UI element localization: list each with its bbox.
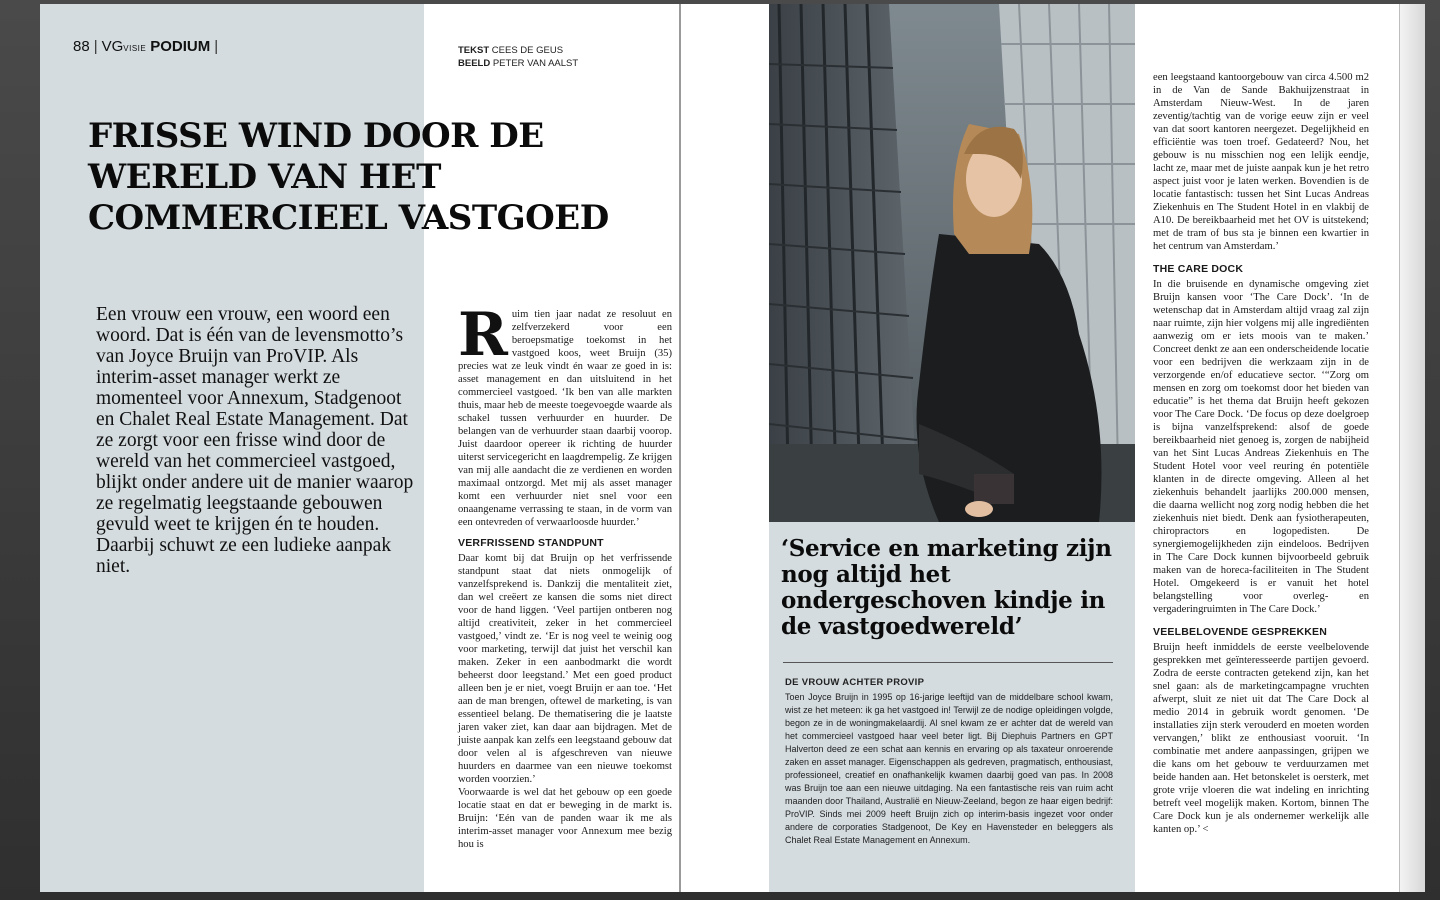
credit-image-author: PETER VAN AALST xyxy=(492,58,579,69)
credit-text-author: CEES DE GEUS xyxy=(491,45,564,56)
left-page xyxy=(40,4,680,892)
credit-text-label: TEKST xyxy=(458,45,490,56)
paragraph-2: Daar komt bij dat Bruijn op het verfrissende standpunt staat dat niets onmogelijk of vanzelfsprekend is. Dankzij die mentaliteit ziet, dan wel creëert ze kansen die soms niet direct voor de hand liggen. ‘Veel partijen ontberen nog altijd creativiteit, zeker in het commercieel vastgoed,’ vindt ze. ‘Er is nog veel te weinig oog voor marketing, terwijl dat juist het verschil kan maken. Zeker in een aanbodmarkt die wordt beheerst door leegstand.’ Met een goed product alleen ben je er niet, voegt Bruijn er aan toe. ‘Het aan de man brengen, oftewel de marketing, is van essentieel belang. De thematisering die je laatste jaren vaker ziet, kan daar aan bijdragen. Met de juiste aanpak kan zelfs een leegstaand gebouw dat door velen al is afgeschreven van nieuwe huurders en daarmee van een nieuwe toekomst worden voorzien.’ xyxy=(458,553,672,785)
body-column-1 xyxy=(458,300,672,851)
paragraph-4: een leegstaand kantoorgebouw van circa 4.500 m2 in de Van de Sande Bakhuijzenstraat in Amsterdam Nieuw-West. In de jaren zeventig/tachtig van de vorige eeuw zijn er veel van dat soort kantoren neergezet. Degelijkheid en efficiëntie was toen troef. Gedateerd? Nou, het gebouw is nu misschien nog een lelijk eendje, lacht ze, maar met de juiste aanpak kun je het retro aspect juist voor je laten werken. Bovendien is de locatie fantastisch: tussen het Sint Lucas Andreas Ziekenhuis en The Student Hotel in en vlakbij de A10. De bereikbaarheid met het OV is uitstekend; met de tram of bus sta je binnen een kwartier in het centrum van Amsterdam.’ xyxy=(1153,72,1369,252)
header-separator: | xyxy=(93,38,98,55)
dropcap: R xyxy=(458,300,508,370)
portrait-photo xyxy=(769,4,1135,522)
paragraph-6: Bruijn heeft inmiddels de eerste veelbelovende gesprekken met geïnteresseerde partijen gevoerd. Zodra de eerste contracten getekend zijn, kan het snel gaan: als de marketingcampagne vruchten afwerpt, sluit ze niet uit dat The Care Dock al medio 2014 in gebruik wordt genomen. ‘De installaties zijn sterk verouderd en moeten worden vervangen,’ blikt ze enthousiast vooruit. ‘In combinatie met andere aanpassingen, grijpen we die kans om het gebouw te verduurzamen met beide handen aan. Het betonskelet is oersterk, met grote vrije vloeren die wat indeling en inrichting betreft veel mogelijk maken. Kortom, binnen The Care Dock kun je als ondernemer werkelijk alle kanten op.’ < xyxy=(1153,642,1369,835)
brand-vg: VG xyxy=(101,38,124,55)
section-title: PODIUM xyxy=(150,38,211,55)
headline-line-3: COMMERCIEEL VASTGOED xyxy=(88,198,609,238)
headline-line-2: WERELD VAN HET xyxy=(88,157,441,197)
article-headline xyxy=(88,116,648,239)
credits xyxy=(458,44,578,70)
page-curl xyxy=(1399,4,1425,892)
sidebar-box-text: Toen Joyce Bruijn in 1995 op 16-jarige leeftijd van de middelbare school kwam, wist ze het meteen: ik ga het vastgoed in! Terwijl ze de nodige opleidingen volgde, begon ze in de woningmakelaardij. Al snel kwam ze er achter dat de wereld van het commercieel vastgoed haar veel beter ligt. Bij Diephuis Partners en GPT Halverton deed ze een schat aan kennis en ervaring op als taxateur onroerende zaken en asset manager. Eigenschappen als gedreven, pragmatisch, enthousiast, professioneel, creatief en onafhankelijk kwamen daarbij goed van pas. In 2008 was Bruijn toe aan een nieuwe uitdaging. Na een fantastische reis van ruim acht maanden door Thailand, Australië en Nieuw-Zeeland, begon ze haar eigen bedrijf: ProVIP. Sinds mei 2009 heeft Bruijn zich op interim-basis ingezet voor onder andere de corporaties Stadgenoot, De Key en Havensteder en beleggers als Chalet Real Estate Management en Annexum. xyxy=(785,692,1113,845)
subhead-verfrissend: VERFRISSEND STANDPUNT xyxy=(458,537,604,549)
subhead-care-dock: THE CARE DOCK xyxy=(1153,263,1244,275)
sidebar-box xyxy=(785,676,1113,847)
right-page xyxy=(681,4,1399,892)
paragraph-3: Voorwaarde is wel dat het gebouw op een goede locatie staat en dat er beweging in de markt is. Bruijn: ‘Eén van de panden waar ik me als interim-asset manager voor Annexum mee bezig hou is xyxy=(458,787,672,850)
header-separator-end: | xyxy=(214,38,219,55)
page-header xyxy=(73,38,222,55)
body-column-2 xyxy=(1153,71,1369,836)
paragraph-5: In die bruisende en dynamische omgeving ziet Bruijn kansen voor ‘The Care Dock’. ‘In de wetenschap dat in Amsterdam altijd vraag zal zijn naar ruimte, zijn hier volgens mij alle ingrediënten aanwezig om er iets moois van te maken.’ Concreet denkt ze aan een onderscheidende locatie voor een bedrijven die werkzaam zijn in de verzorgende en/of educatieve sector. ‘“Zorg om mensen en zorg om toekomst door het bieden van educatie” is het thema dat Bruijn heeft gekozen voor The Care Dock. ‘De focus op deze doelgroep is bijna vanzelfsprekend: alsof de goede bereikbaarheid niet genoeg is, zorgen de nabijheid van het Sint Lucas Andreas Ziekenhuis en The Student Hotel voor veel reuring én potentiële klanten in de directe omgeving. Alleen al het ziekenhuis behandelt jaarlijks 200.000 mensen, die daarna wellicht nog zorg nodig hebben die het ziekenhuis niet biedt. Denk aan fysiotherapeuten, chiropractors en logopedisten. De synergiemogelijkheden zijn eindeloos. Bedrijven in The Care Dock kunnen bijvoorbeeld gebruik maken van de horeca-faciliteiten in The Student Hotel. Omgekeerd is er vanuit het hotel belangstelling voor overleg- en vergaderingruimten in The Care Dock.’ xyxy=(1153,279,1369,615)
brand-visie: VISIE xyxy=(123,44,147,53)
pull-quote: ‘Service en marketing zijn nog altijd het ondergeschoven kindje in de vastgoedwereld’ xyxy=(781,535,1112,640)
paragraph-1: uim tien jaar nadat ze resoluut en zelfverzekerd voor een beroepsmatige toekomst in het vastgoed koos, weet Bruijn (35) precies wat ze leuk vindt én waar ze goed in is: asset management en dan uitsluitend in het commercieel vastgoed. ‘Ik ben van alle markten thuis, maar heb de meeste toegevoegde waarde als schakel tussen verhuurder en huurder. De belangen van de verhuurder staan daarbij voorop. Juist daardoor opereer ik richting de huurder uiterst servicegericht en laagdrempelig. Ze krijgen van mij alle aandacht die ze verdienen en worden maximaal ontzorgd. Met mij als asset manager komt een verhuurder niet snel voor een onaangename verrassing te staan, in de vorm van een ontevreden of verwaarloosde huurder.’ xyxy=(458,309,672,528)
page-number: 88 xyxy=(73,38,90,55)
credit-image-label: BEELD xyxy=(458,58,491,69)
box-divider xyxy=(783,662,1113,663)
sidebar-box-title: DE VROUW ACHTER PROVIP xyxy=(785,677,925,688)
article-intro: Een vrouw een vrouw, een woord een woord. Dat is één van de levensmotto’s van Joyce Bruijn van ProVIP. Als interim-asset manager werkt ze momenteel voor Annexum, Stadgenoot en Chalet Real Estate Management. Dat ze zorgt voor een frisse wind door de wereld van het commercieel vastgoed, blijkt onder andere uit de manier waarop ze regelmatig leegstaande gebouwen gevuld weet te krijgen én te houden. Daarbij schuwt ze een ludieke aanpak niet. xyxy=(96,304,414,577)
opening-paragraph xyxy=(458,300,672,529)
subhead-veelbelovende: VEELBELOVENDE GESPREKKEN xyxy=(1153,626,1327,638)
headline-line-1: FRISSE WIND DOOR DE xyxy=(88,116,544,156)
